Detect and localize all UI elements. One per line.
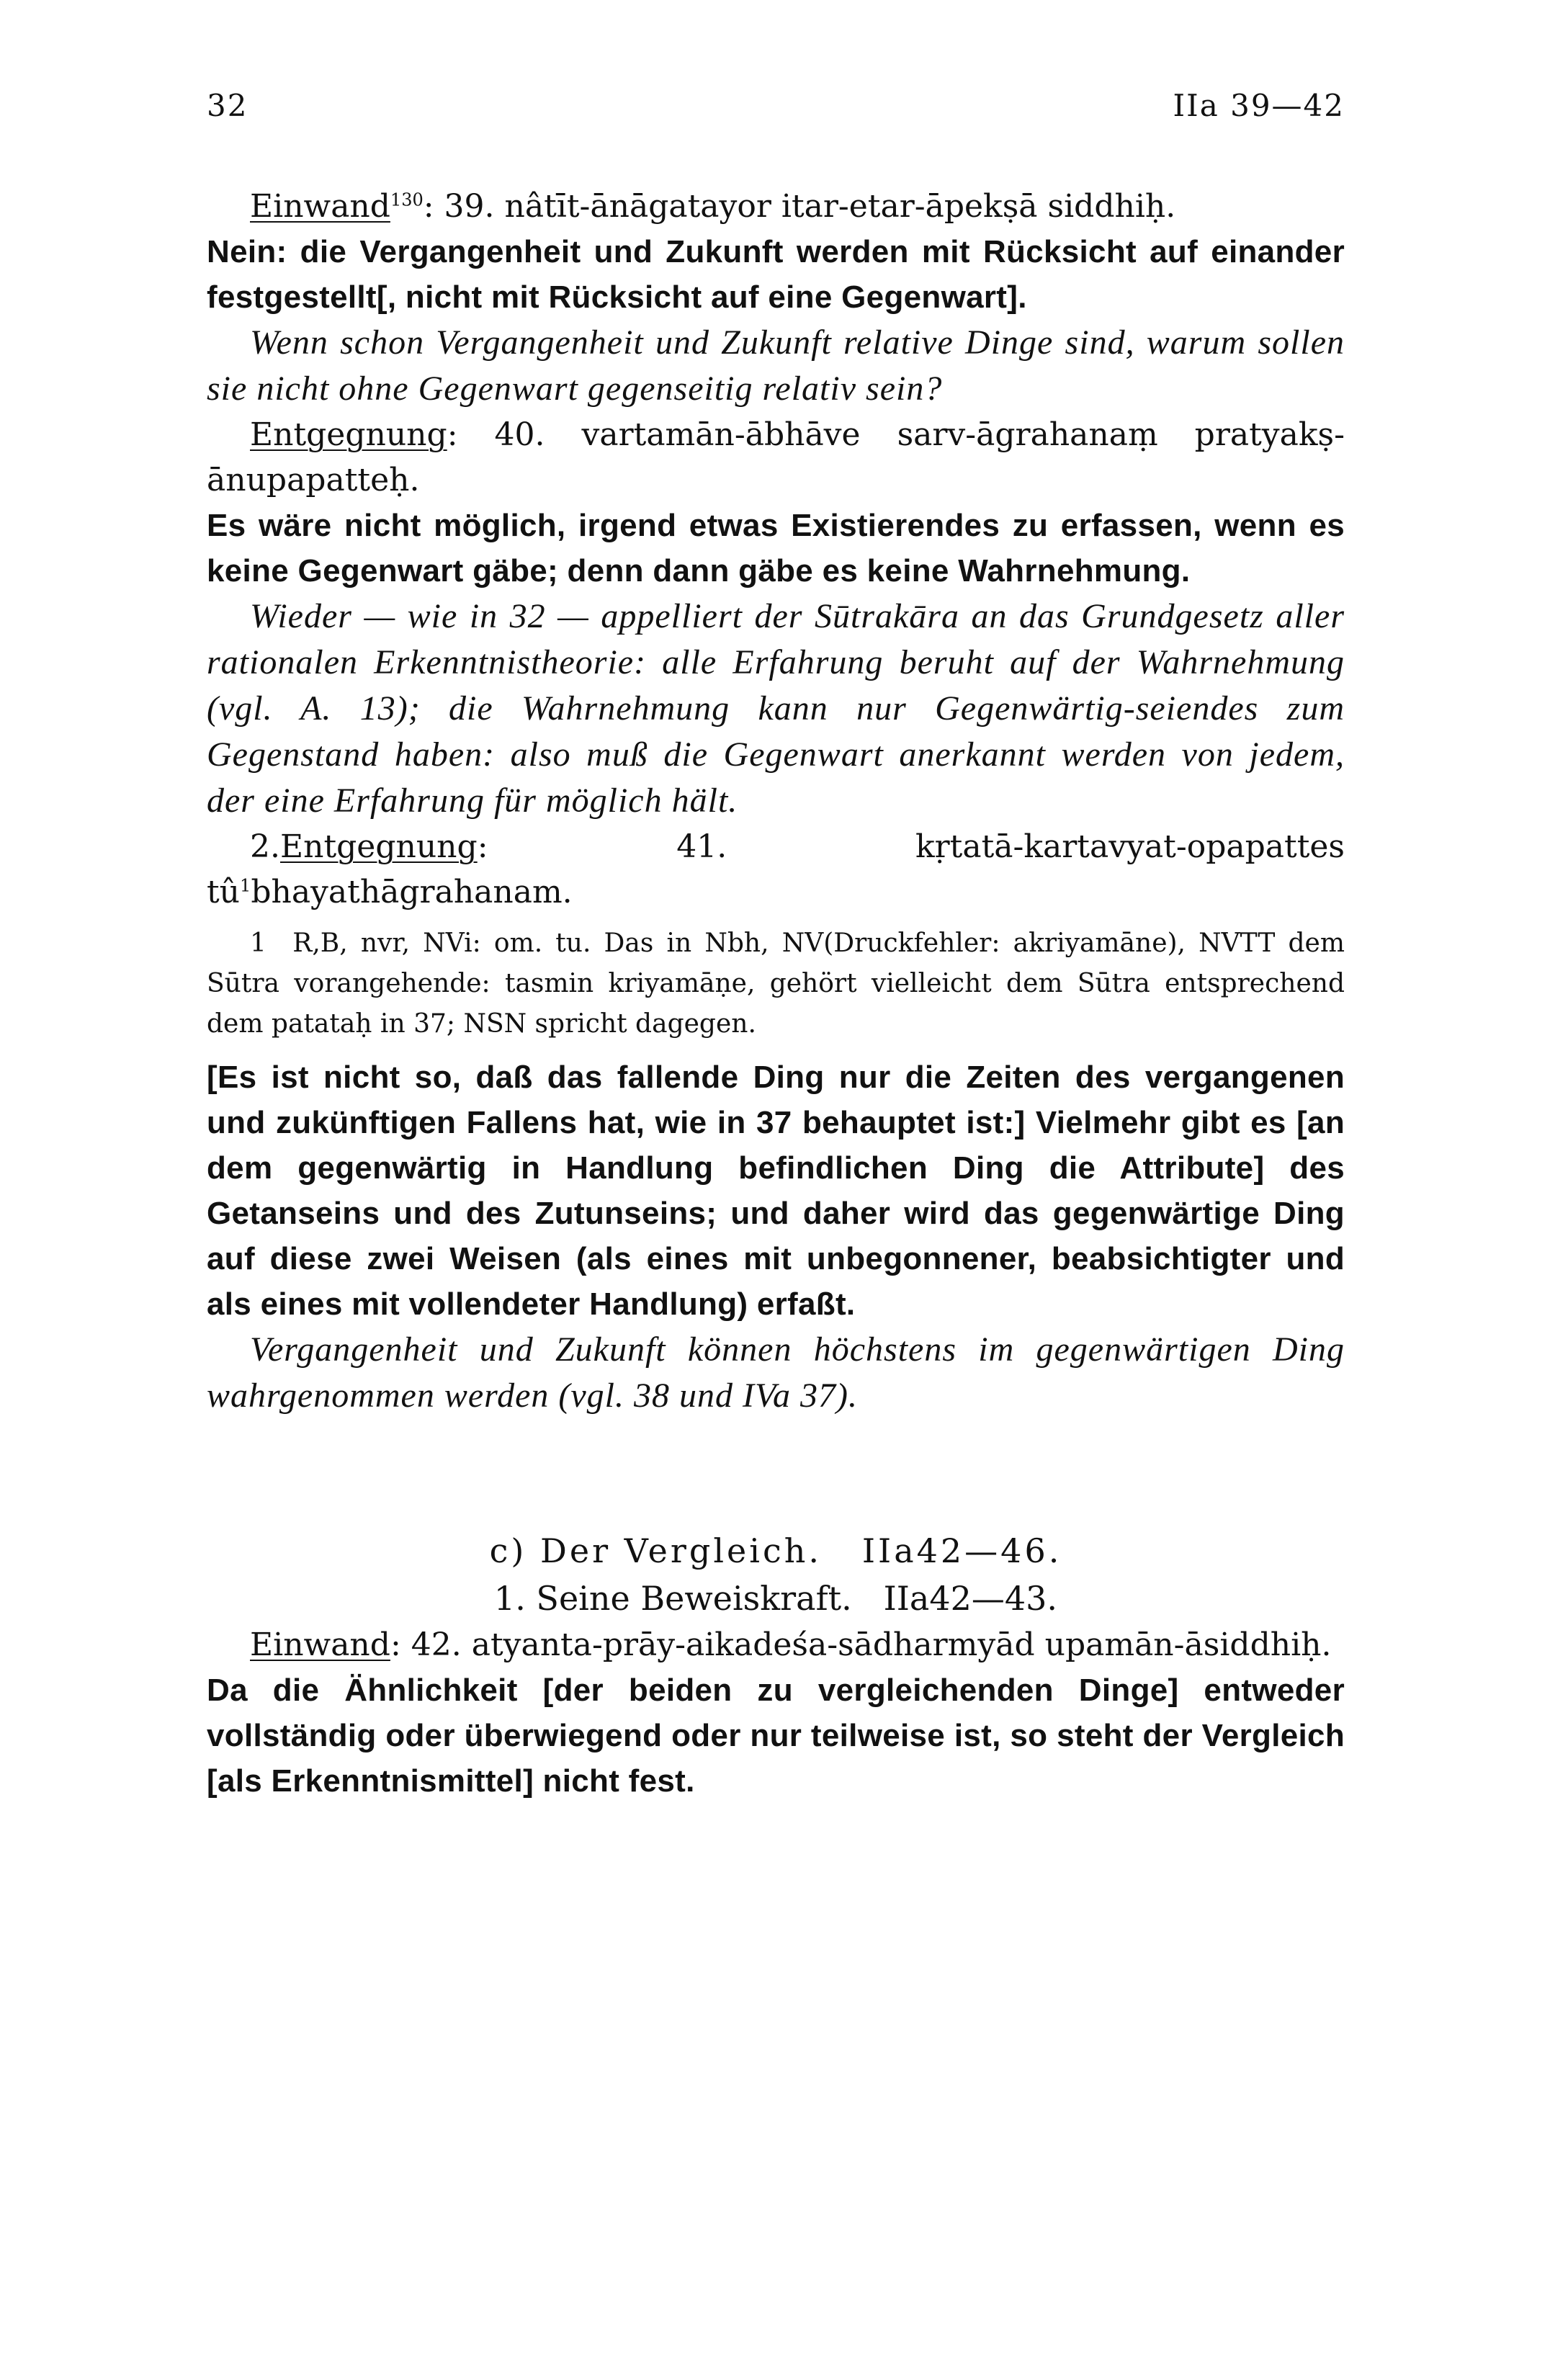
section-title-ref: IIa42—46.	[861, 1531, 1062, 1570]
page-body	[207, 184, 1345, 1804]
sutra-text-continued: bhayathāgrahanam.	[251, 874, 573, 910]
translation-39: Nein: die Vergangenheit und Zukunft werden mit Rücksicht auf einander festgestellt[, nicht mit Rücksicht auf eine Gegenwart].	[207, 234, 1345, 315]
footnote-reference: 1	[240, 875, 251, 896]
footnote-marker: 1	[250, 928, 266, 958]
translation-42: Da die Ähnlichkeit [der beiden zu vergleichenden Dinge] entweder vollständig oder überwiegend oder nur teilweise ist, so steht der Vergleich [als Erkenntnismittel] nicht fest.	[207, 1673, 1345, 1799]
subsection-title: 1. Seine Beweiskraft.	[493, 1579, 852, 1618]
subsection-heading	[207, 1575, 1345, 1622]
sutra-41	[207, 824, 1345, 915]
subsection-title-ref: IIa42—43.	[883, 1579, 1058, 1618]
sutra-39	[207, 184, 1345, 229]
section-heading	[207, 1527, 1345, 1575]
sutra-text: : 42. atyanta-prāy-aikadeśa-sādharmyād upamān-āsiddhiḥ.	[390, 1626, 1332, 1663]
translation-40: Es wäre nicht möglich, irgend etwas Existierendes zu erfassen, wenn es keine Gegenwart gäbe; denn dann gäbe es keine Wahrnehmung.	[207, 508, 1345, 588]
footnote-text: R,B, nvr, NVi: om. tu. Das in Nbh, NV(Druckfehler: akriyamāne), NVTT dem Sūtra vorangehende: tasmin kriyamāṇe, gehört vielleicht dem Sūtra entsprechend dem patataḥ in 37; NSN spricht dagegen.	[207, 928, 1345, 1039]
commentary-39: Wenn schon Vergangenheit und Zukunft relative Dinge sind, warum sollen sie nicht ohne Gegenwart gegenseitig relativ sein?	[207, 323, 1345, 408]
footnote	[207, 923, 1345, 1044]
sutra-label: Einwand	[250, 1626, 390, 1663]
page-number: 32	[207, 88, 248, 123]
commentary-41: Vergangenheit und Zukunft können höchstens im gegenwärtigen Ding wahrgenommen werden (vgl. 38 und IVa 37).	[207, 1330, 1345, 1415]
sutra-prefix: 2.	[250, 828, 280, 865]
sutra-42	[207, 1622, 1345, 1668]
sutra-text: : 41. kṛtatā-kartavyat-opapattes tû	[207, 828, 1345, 910]
sutra-label: Entgegnung	[250, 416, 447, 453]
commentary-40: Wieder — wie in 32 — appelliert der Sūtrakāra an das Grundgesetz aller rationalen Erkenntnistheorie: alle Erfahrung beruht auf der Wahrnehmung (vgl. A. 13); die Wahrnehmung kann nur Gegenwärtig-seiendes zum Gegenstand haben: also muß die Gegenwart anerkannt werden von jedem, der eine Erfahrung für möglich hält.	[207, 597, 1345, 820]
sutra-label: Entgegnung	[279, 828, 478, 865]
sutra-40	[207, 412, 1345, 503]
section-title: c) Der Vergleich.	[489, 1531, 822, 1570]
translation-41: [Es ist nicht so, daß das fallende Ding nur die Zeiten des vergangenen und zukünftigen Fallens hat, wie in 37 behauptet ist:] Vielmehr gibt es [an dem gegenwärtig in Handlung befindlichen Ding die Attribute] des Getanseins und des Zutunseins; und daher wird das gegenwärtige Ding auf diese zwei Weisen (als eines mit unbegonnener, beabsichtigter und als eines mit vollendeter Handlung) erfaßt.	[207, 1060, 1345, 1322]
footnote-reference: 130	[390, 189, 424, 210]
sutra-text: : 39. nâtīt-ānāgatayor itar-etar-āpekṣā siddhiḥ.	[423, 188, 1176, 225]
section-reference: IIa 39—42	[1173, 88, 1345, 123]
sutra-label: Einwand	[250, 188, 390, 225]
running-header	[207, 88, 1345, 138]
sutra-text: : 40. vartamān-ābhāve sarv-āgrahanaṃ pratyakṣ-ānupapatteḥ.	[207, 416, 1345, 498]
